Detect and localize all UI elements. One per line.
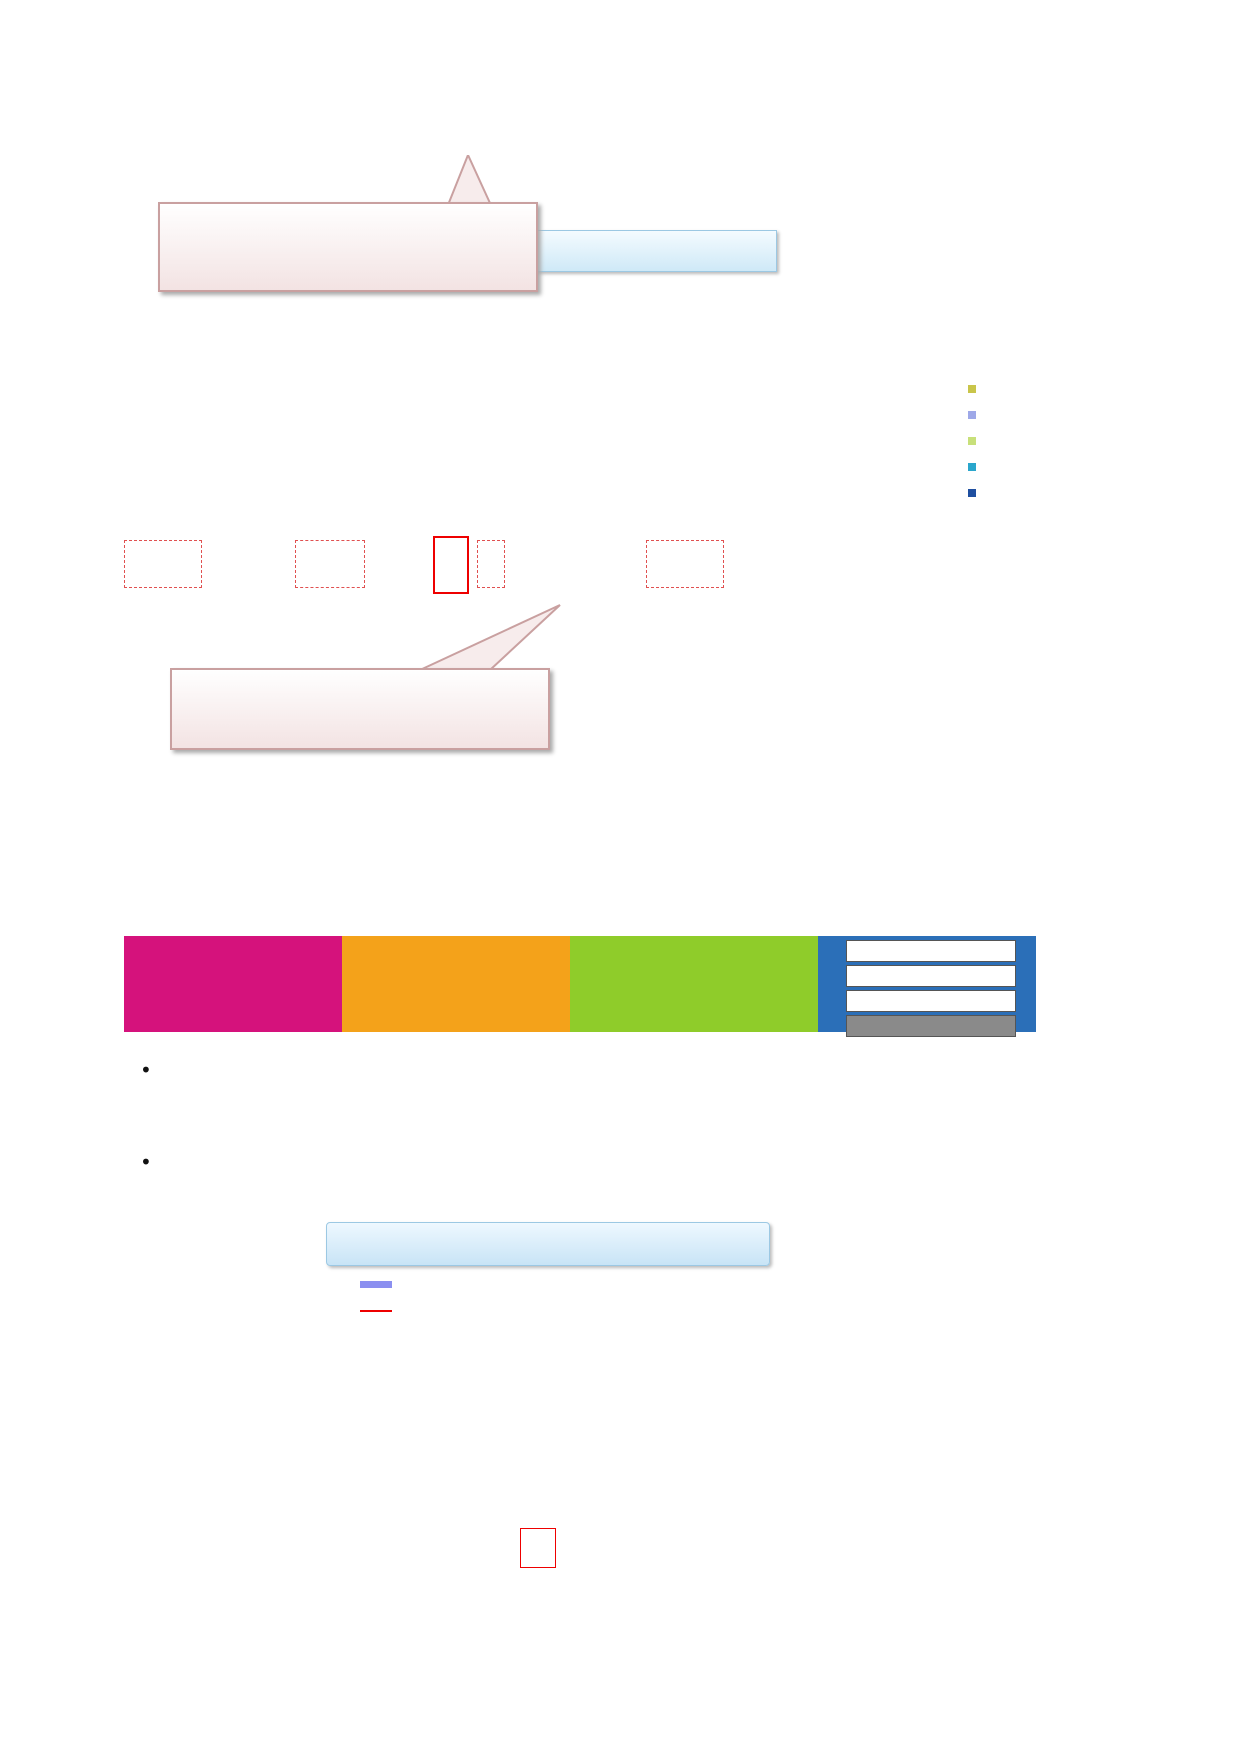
highlight-box-group3	[477, 540, 505, 588]
legend-other	[968, 376, 982, 402]
side-tab-2[interactable]	[846, 965, 1016, 987]
highlight-box-group4	[646, 540, 724, 588]
callout-top	[158, 202, 538, 292]
mm-chart	[170, 1310, 1010, 1535]
highlight-box-group1	[124, 540, 202, 588]
legend-sms	[968, 480, 982, 506]
legend-voice	[968, 402, 982, 428]
bullet-dot-1: •	[140, 1058, 152, 1082]
mm-legend-bar	[360, 1281, 392, 1288]
bullet-dot-2: •	[140, 1150, 152, 1174]
chart1-bars	[120, 280, 1060, 540]
callout-bottom	[170, 668, 550, 750]
highlight-box-group2	[295, 540, 365, 588]
side-tab-1[interactable]	[846, 940, 1016, 962]
chart1-legend	[968, 376, 982, 506]
highlight-box-mm-hubei	[520, 1528, 556, 1568]
side-tab-4[interactable]	[846, 1015, 1016, 1037]
highlight-box-hubei	[433, 536, 469, 594]
side-tab-3[interactable]	[846, 990, 1016, 1012]
legend-data	[968, 454, 982, 480]
chart1-title-box	[520, 230, 777, 272]
mm-chart-title-box	[326, 1222, 770, 1266]
legend-ring	[968, 428, 982, 454]
mm-side-tabs	[846, 940, 1016, 1037]
